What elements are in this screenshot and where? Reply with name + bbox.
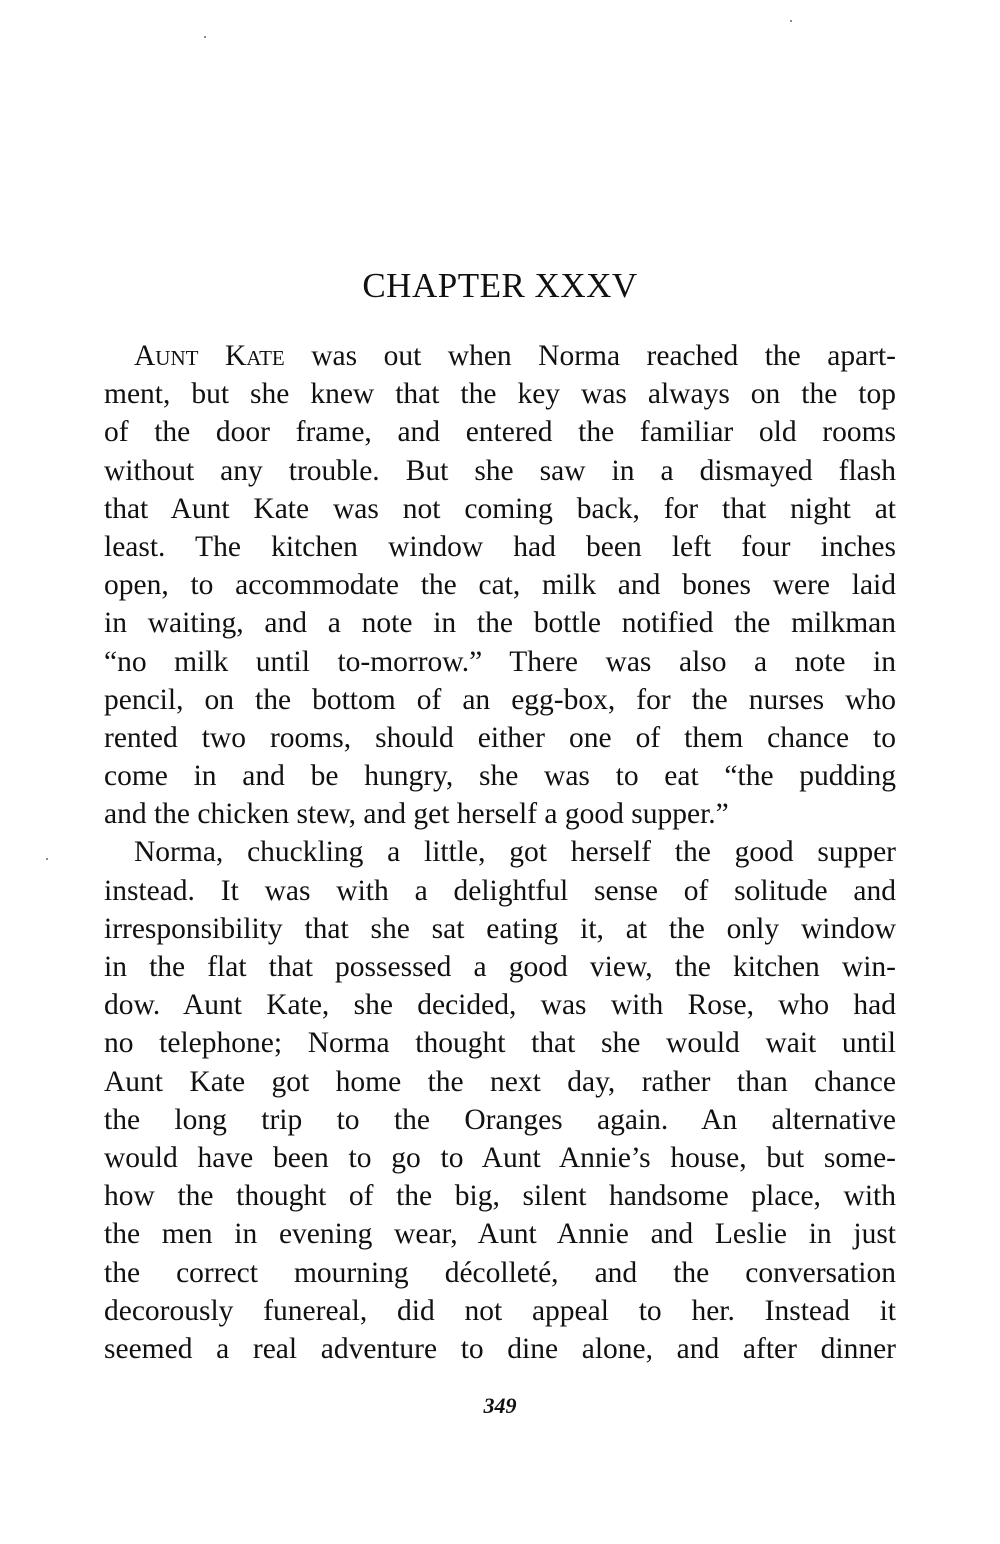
text-line: how the thought of the big, silent handsome place, with — [104, 1180, 896, 1213]
paragraph-1 — [104, 375, 896, 833]
chapter-heading: CHAPTER XXXV — [362, 266, 638, 305]
text-line: rented two rooms, should either one of them chance to — [104, 721, 896, 754]
text-line: in the flat that possessed a good view, the kitchen win- — [104, 951, 896, 983]
opening-line — [104, 337, 896, 375]
print-speck — [790, 20, 792, 22]
text-line: “no milk until to-morrow.” There was also a note in — [104, 645, 896, 678]
print-speck — [46, 858, 48, 860]
text-line: no telephone; Norma thought that she would wait until — [104, 1027, 896, 1060]
text-line: dow. Aunt Kate, she decided, was with Rose, who had — [104, 989, 896, 1022]
opening-rest: was out when Norma reached the apart- — [284, 340, 897, 372]
text-line: decorously funereal, did not appeal to her. Instead it — [104, 1294, 896, 1327]
text-line: in waiting, and a note in the bottle notified the milkman — [104, 607, 896, 640]
text-line: come in and be hungry, she was to eat “the pudding — [104, 760, 896, 793]
text-line: seemed a real adventure to dine alone, and after dinner — [104, 1332, 896, 1365]
opening-smallcaps: Aunt Kate — [134, 340, 285, 372]
paragraph-2 — [104, 833, 896, 1368]
text-line: would have been to go to Aunt Annie’s house, but some- — [104, 1141, 896, 1174]
text-line: Norma, chuckling a little, got herself the good supper — [134, 836, 896, 869]
page-number: 349 — [483, 1393, 517, 1418]
text-line: ment, but she knew that the key was always on the top — [104, 378, 896, 411]
text-line: open, to accommodate the cat, milk and bones were laid — [104, 569, 896, 602]
print-speck — [204, 36, 206, 38]
body-text — [104, 337, 896, 1368]
text-line: the long trip to the Oranges again. An alternative — [104, 1103, 896, 1136]
text-line: irresponsibility that she sat eating it, at the only window — [104, 912, 896, 945]
text-line: the men in evening wear, Aunt Annie and Leslie in just — [104, 1218, 896, 1251]
text-line: pencil, on the bottom of an egg-box, for the nurses who — [104, 683, 896, 716]
text-line: and the chicken stew, and get herself a good supper.” — [104, 798, 729, 831]
text-line: Aunt Kate got home the next day, rather than chance — [104, 1065, 896, 1098]
text-line: without any trouble. But she saw in a dismayed flash — [104, 454, 896, 487]
text-line: the correct mourning décolleté, and the conversation — [104, 1256, 896, 1289]
text-line: least. The kitchen window had been left four inches — [104, 530, 896, 563]
text-line: of the door frame, and entered the familiar old rooms — [104, 416, 896, 449]
text-line: that Aunt Kate was not coming back, for that night at — [104, 492, 896, 525]
text-line: instead. It was with a delightful sense of solitude and — [104, 874, 896, 907]
